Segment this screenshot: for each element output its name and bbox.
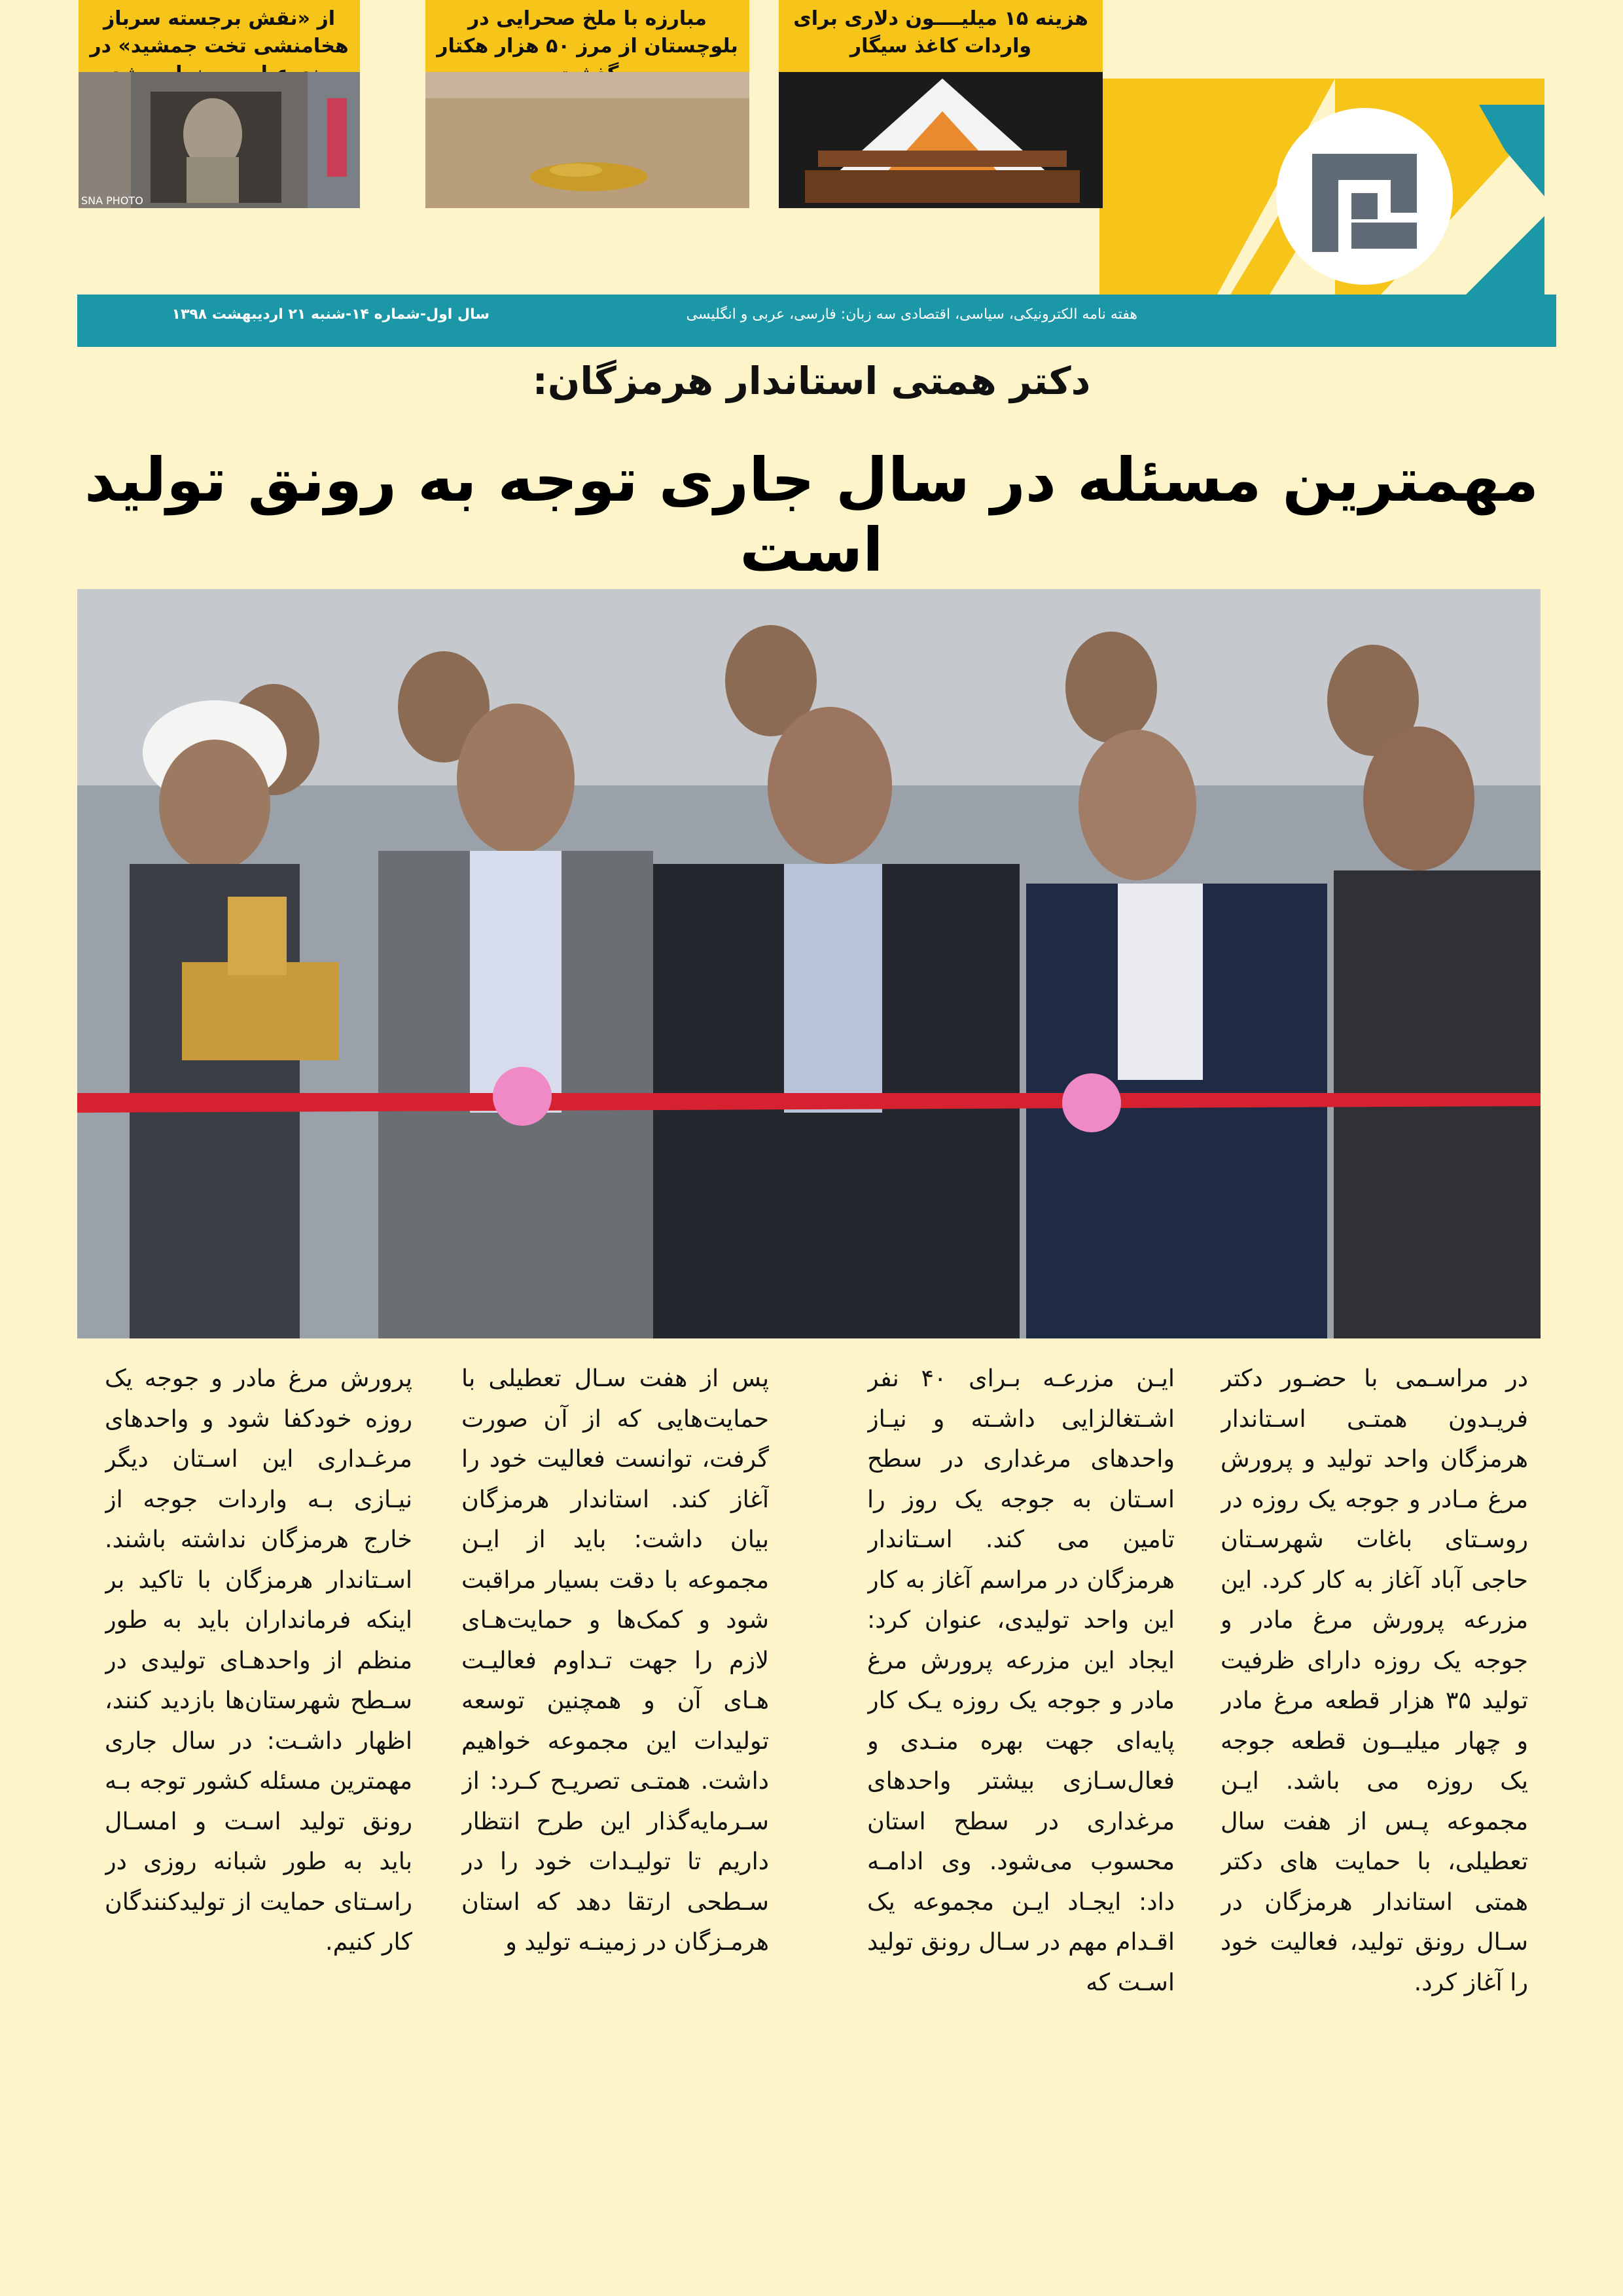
article-kicker: دکتر همتی استاندار هرمزگان: — [532, 359, 1091, 403]
paragraph: ایـن مزرعـه بـرای ۴۰ نفر اشـتغالزایی داشـته و نیـاز واحدهای مرغداری در سطح اسـتان به جوجه یک روز را تامین می کند. اسـتاندار هرمزگان در مراسم آغاز به کار این واحد تولیدی، عنوان کرد: ایجاد این مزرعه پرورش مرغ مادر و جوجه یک روزه یـک کار پایه‌ای جهت بهره منـدی و فعال‌سـازی بیشتر واحدهای مرغداری در سطح استان محسوب می‌شود. وی ادامـه داد: ایجـاد ایـن مجموعه یک اقـدام مهم در سـال رونق تولید اسـت که — [867, 1364, 1175, 1996]
tagline: هفته نامه الکترونیکی، سیاسی، اقتصادی سه زبان: فارسی، عربی و انگلیسی — [686, 306, 1137, 323]
masthead-strip — [77, 295, 1556, 347]
paragraph: پس از هفت سـال تعطیلی با حمایت‌هایی که از آن صورت گرفت، توانست فعالیت خود را آغاز کند. استاندار هرمزگان بیان داشت: باید از ایـن مجموعه با دقت بسیار مراقبت شود و کمک‌ها و حمایت‌هـای لازم را جهت تـداوم فعالیـت هـای آن و همچنین توسعه تولیدات این مجموعه خواهیم داشت. همتـی تصریـح کـرد: از سـرمایه‌گذار این طرح انتظار داریم تا تولیـدات خود را در سـطحی ارتقا دهد که استان هرمـزگان در زمینـه تولید و — [461, 1364, 769, 1956]
article-column-3 — [461, 1358, 769, 2274]
article-column-4 — [105, 1358, 412, 2274]
article-headline: مهمترین مسئله در سال جاری توجه به رونق تولید است — [84, 445, 1539, 585]
teaser-caption: از «نقش برجسته سرباز هخامنشی تخت جمشید» در — [79, 0, 360, 72]
issue-info: سال اول-شماره ۱۴-شنبه ۲۱ اردیبهشت ۱۳۹۸ — [171, 306, 490, 323]
teaser-caption: مبارزه با ملخ صحرایی در بلوچستان از مرز ۵۰ هزار هکتار — [425, 0, 749, 72]
paragraph: پرورش مرغ مادر و جوجه یک روزه خودکفا شود و واحدهای مرغـداری این اسـتان دیگر نیـازی بـه واردات جوجه از خارج هرمزگان نداشته باشند. اسـتاندار هرمزگان با تاکید بر اینکه فرمانداران باید به طور منظم از واحدهـای تولیدی در سـطح شهرستان‌ها بازدید کنند، اظهار داشـت: در سال جاری مهمترین مسئله کشور توجه بـه رونق تولید اسـت و امسـال باید به طور شبانه روزی در راسـتای حمایت از تولیدکنندگان کار کنیم. — [105, 1364, 412, 1956]
teaser-photo-desert — [425, 72, 749, 208]
teaser-relief-unveiling[interactable] — [79, 0, 360, 208]
teaser-photo-cigarettes — [779, 72, 1103, 208]
publication-logo[interactable] — [1276, 108, 1453, 285]
teaser-cigarette-paper[interactable] — [779, 0, 1103, 208]
photo-credit: SNA PHOTO — [81, 194, 143, 207]
teaser-photo-relief — [79, 72, 360, 208]
article-column-2 — [867, 1358, 1175, 2274]
teaser-caption: هزینه ۱۵ میلیــــون دلاری برای واردات کاغذ سیگار — [779, 0, 1103, 72]
ribbon-cutting-photo — [77, 589, 1541, 1338]
masthead — [0, 0, 1623, 347]
paragraph: در مراسـمی با حضـور دکتر فریـدون همتـی اسـتاندار هرمزگان واحد تولید و پرورش مرغ مـادر و جوجه یک روزه در روسـتای باغات شهرسـتان حاجی آباد آغاز به کار کرد. این مزرعه پرورش مرغ مادر و جوجه یک روزه دارای ظرفیت تولید ۳۵ هزار قطعه مرغ مادر و چهار میلیــون قطعه جوجه یک روزه می باشد. ایـن مجموعه پـس از هفت سال تعطیلی، با حمایت های دکتر همتی استاندار هرمزگان در سـال رونق تولید، فعالیت خود را آغاز کرد. — [1221, 1364, 1528, 1996]
teaser-locust-control[interactable] — [425, 0, 749, 208]
article-column-1 — [1221, 1358, 1528, 2274]
